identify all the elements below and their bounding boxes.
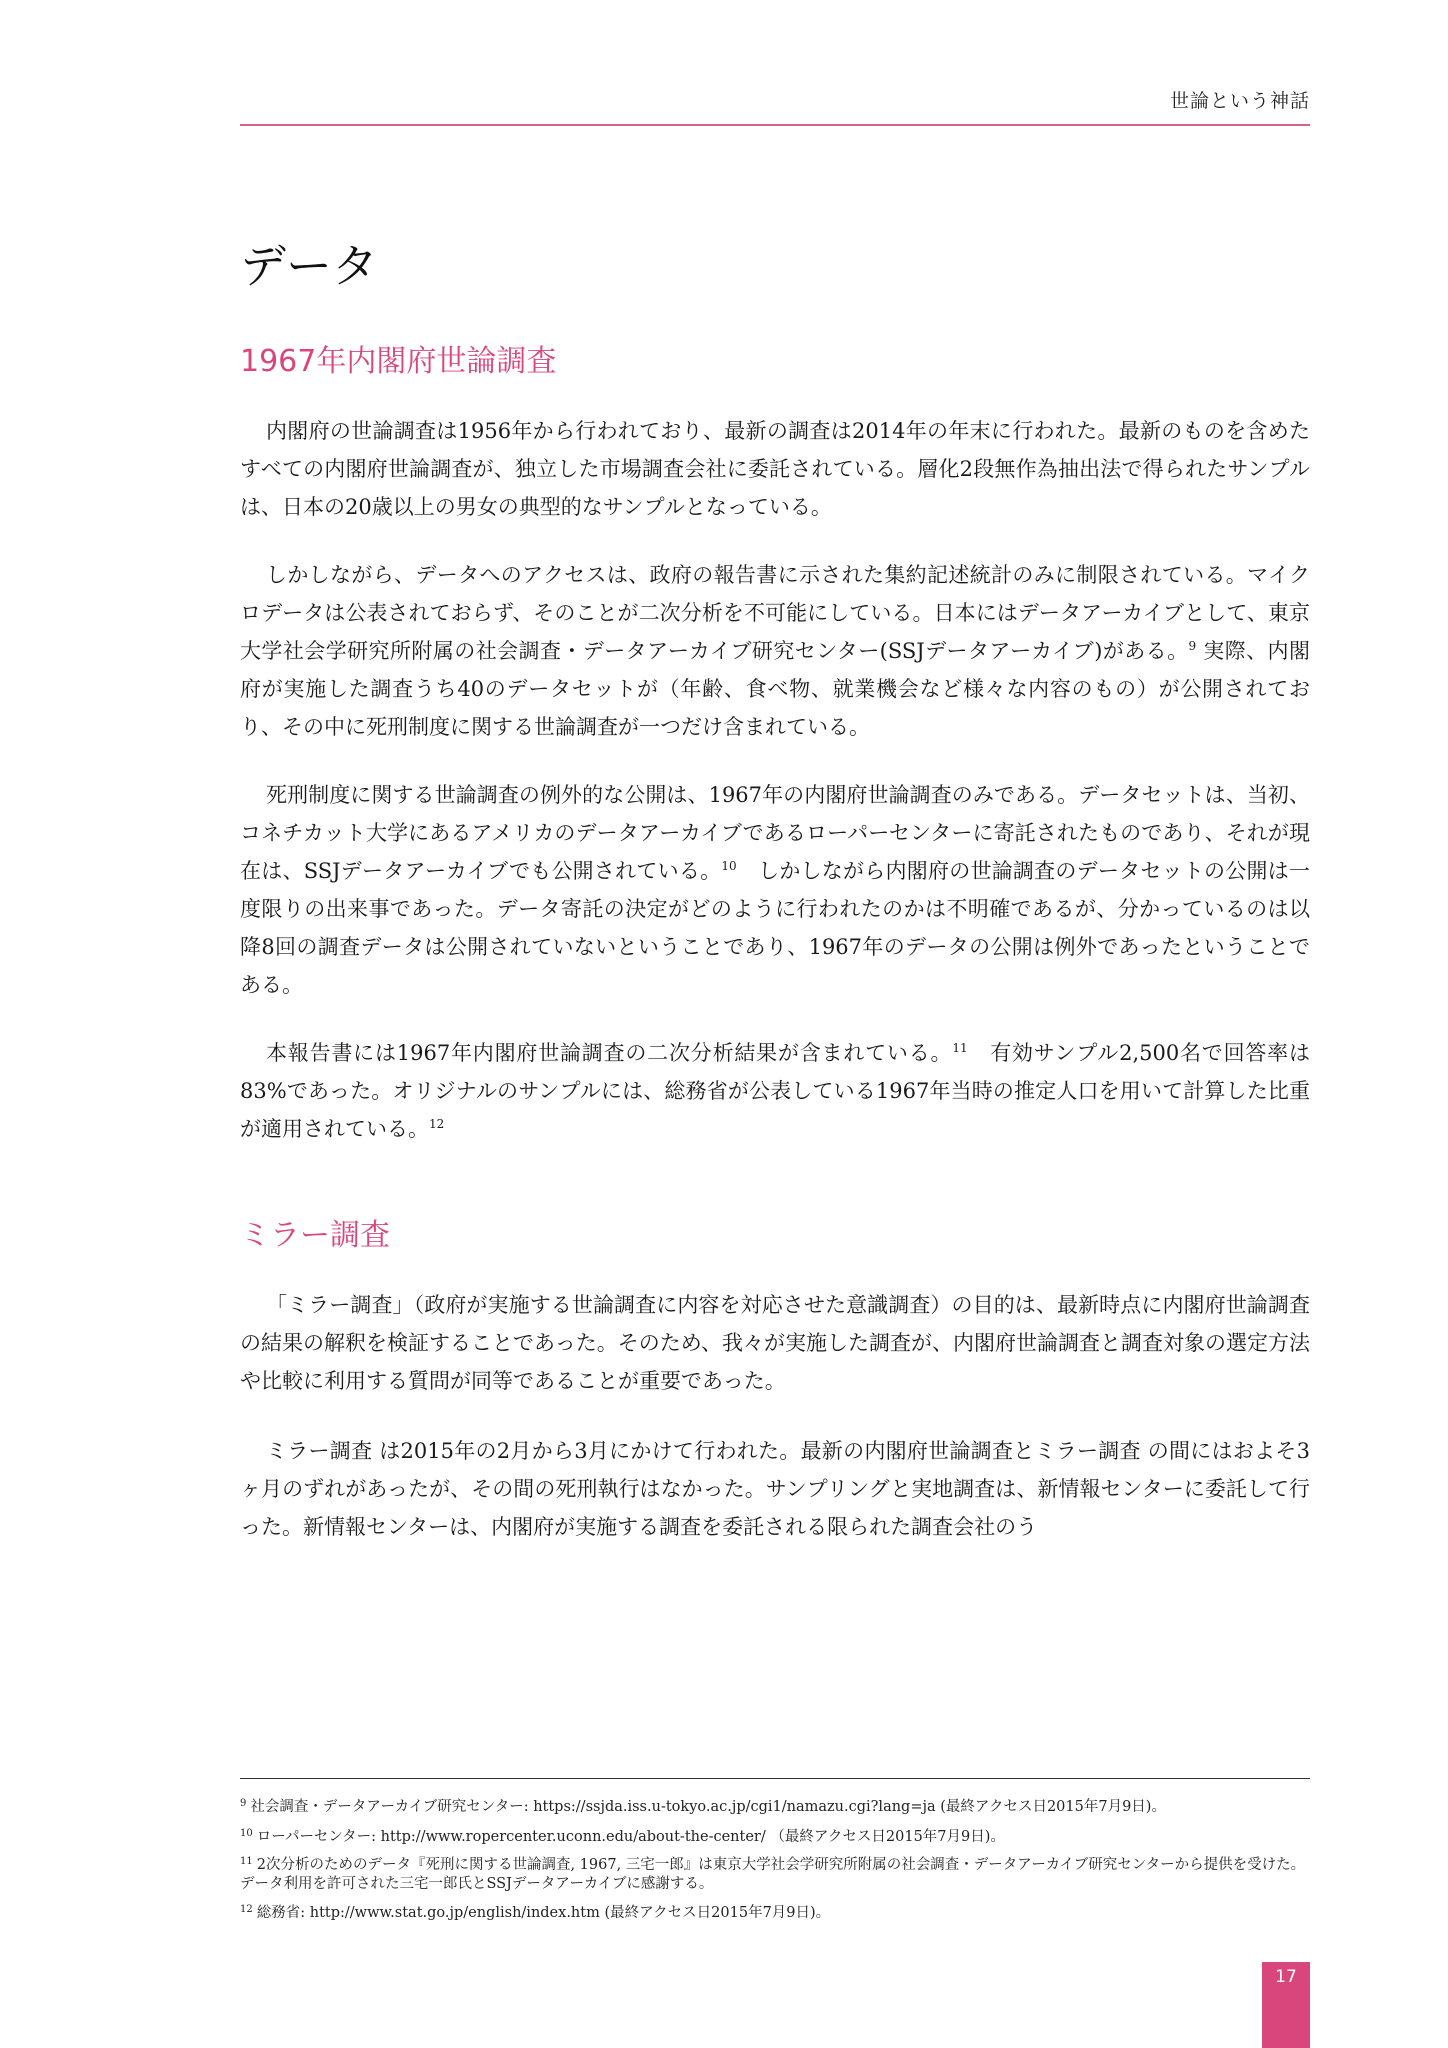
page-title: データ	[240, 239, 378, 293]
paragraph-4-text-a: 本報告書には1967年内閣府世論調査の二次分析結果が含まれている。	[266, 1041, 953, 1065]
paragraph-4-text-b: 有効サンプル2,500名で回答率は83%であった。オリジナルのサンプルには、総務省が公表している1967年当時の推定人口を用いて計算した比重が適用されている。	[240, 1041, 1310, 1141]
footnote-number: 11	[240, 1856, 253, 1867]
footnote-ref-11[interactable]: 11	[952, 1041, 968, 1055]
footnote-text: 社会調査・データアーカイブ研究センター: https://ssjda.iss.u-tokyo.ac.jp/cgi1/namazu.cgi?lang=ja (最終アクセス日2015年7月9日)。	[250, 1799, 1166, 1815]
section-heading-1967-survey: 1967年内閣府世論調査	[240, 344, 557, 379]
footnote-number: 10	[240, 1828, 253, 1839]
header-rule	[240, 124, 1310, 126]
paragraph-6: ミラー調査 は2015年の2月から3月にかけて行われた。最新の内閣府世論調査とミラー調査 の間にはおよそ3ヶ月のずれがあったが、その間の死刑執行はなかった。サンプリングと実地調査は、新情報センターに委託して行った。新情報センターは、内閣府が実施する調査を委託される限られた調査会社のう	[240, 1439, 1310, 1539]
footnote-text: 総務省: http://www.stat.go.jp/english/index.htm (最終アクセス日2015年7月9日)。	[256, 1905, 831, 1921]
paragraph-3-text-a: 死刑制度に関する世論調査の例外的な公開は、1967年の内閣府世論調査のみである。データセットは、当初、コネチカット大学にあるアメリカのデータアーカイブであるローパーセンターに寄託されたものであり、それが現在は、SSJデータアーカイブでも公開されている。	[240, 783, 1310, 883]
paragraph-2-text-a: しかしながら、データへのアクセスは、政府の報告書に示された集約記述統計のみに制限されている。マイクロデータは公表されておらず、そのことが二次分析を不可能にしている。日本にはデータアーカイブとして、東京大学社会学研究所附属の社会調査・データアーカイブ研究センター(SSJデータアーカイブ)がある。	[240, 563, 1310, 663]
paragraph-1: 内閣府の世論調査は1956年から行われており、最新の調査は2014年の年末に行われた。最新のものを含めたすべての内閣府世論調査が、独立した市場調査会社に委託されている。層化2段無作為抽出法で得られたサンプルは、日本の20歳以上の男女の典型的なサンプルとなっている。	[240, 419, 1310, 519]
footnote-ref-10[interactable]: 10	[721, 859, 737, 873]
footnote-number: 9	[240, 1798, 247, 1809]
footnote-text: ローパーセンター: http://www.ropercenter.uconn.edu/about-the-center/ （最終アクセス日2015年7月9日)。	[256, 1829, 1005, 1845]
footnote-12	[240, 1900, 1310, 1923]
page-number: 17	[1262, 1962, 1310, 2048]
section-heading-mirror-survey: ミラー調査	[240, 1218, 390, 1253]
footnote-11	[240, 1852, 1310, 1894]
footnote-text: 2次分析のためのデータ『死刑に関する世論調査, 1967, 三宅一郎』は東京大学社会学研究所附属の社会調査・データアーカイブ研究センターから提供を受けた。データ利用を許可された三宅一郎氏とSSJデータアーカイブに感謝する。	[240, 1857, 1306, 1892]
footnote-10	[240, 1824, 1310, 1847]
paragraph-5: 「ミラー調査」（政府が実施する世論調査に内容を対応させた意識調査）の目的は、最新時点に内閣府世論調査の結果の解釈を検証することであった。そのため、我々が実施した調査が、内閣府世論調査と調査対象の選定方法や比較に利用する質問が同等であることが重要であった。	[240, 1293, 1310, 1393]
paragraph-2-text-b: 実際、内閣府が実施した調査うち40のデータセットが（年齢、食べ物、就業機会など様々な内容のもの）が公開されており、その中に死刑制度に関する世論調査が一つだけ含まれている。	[240, 639, 1310, 739]
footnote-number: 12	[240, 1904, 253, 1915]
footnote-9	[240, 1794, 1310, 1817]
paragraph-3	[240, 776, 1310, 1004]
running-title: 世論という神話	[1169, 90, 1310, 112]
paragraph-4	[240, 1034, 1310, 1148]
footnote-ref-12[interactable]: 12	[429, 1117, 445, 1131]
footnote-ref-9[interactable]: 9	[1188, 639, 1197, 653]
footnote-rule	[240, 1778, 1310, 1779]
paragraph-2	[240, 556, 1310, 746]
paragraph-3-text-b: しかしながら内閣府の世論調査のデータセットの公開は一度限りの出来事であった。データ寄託の決定がどのように行われたのかは不明確であるが、分かっているのは以降8回の調査データは公開されていないということであり、1967年のデータの公開は例外であったということである。	[240, 859, 1311, 997]
